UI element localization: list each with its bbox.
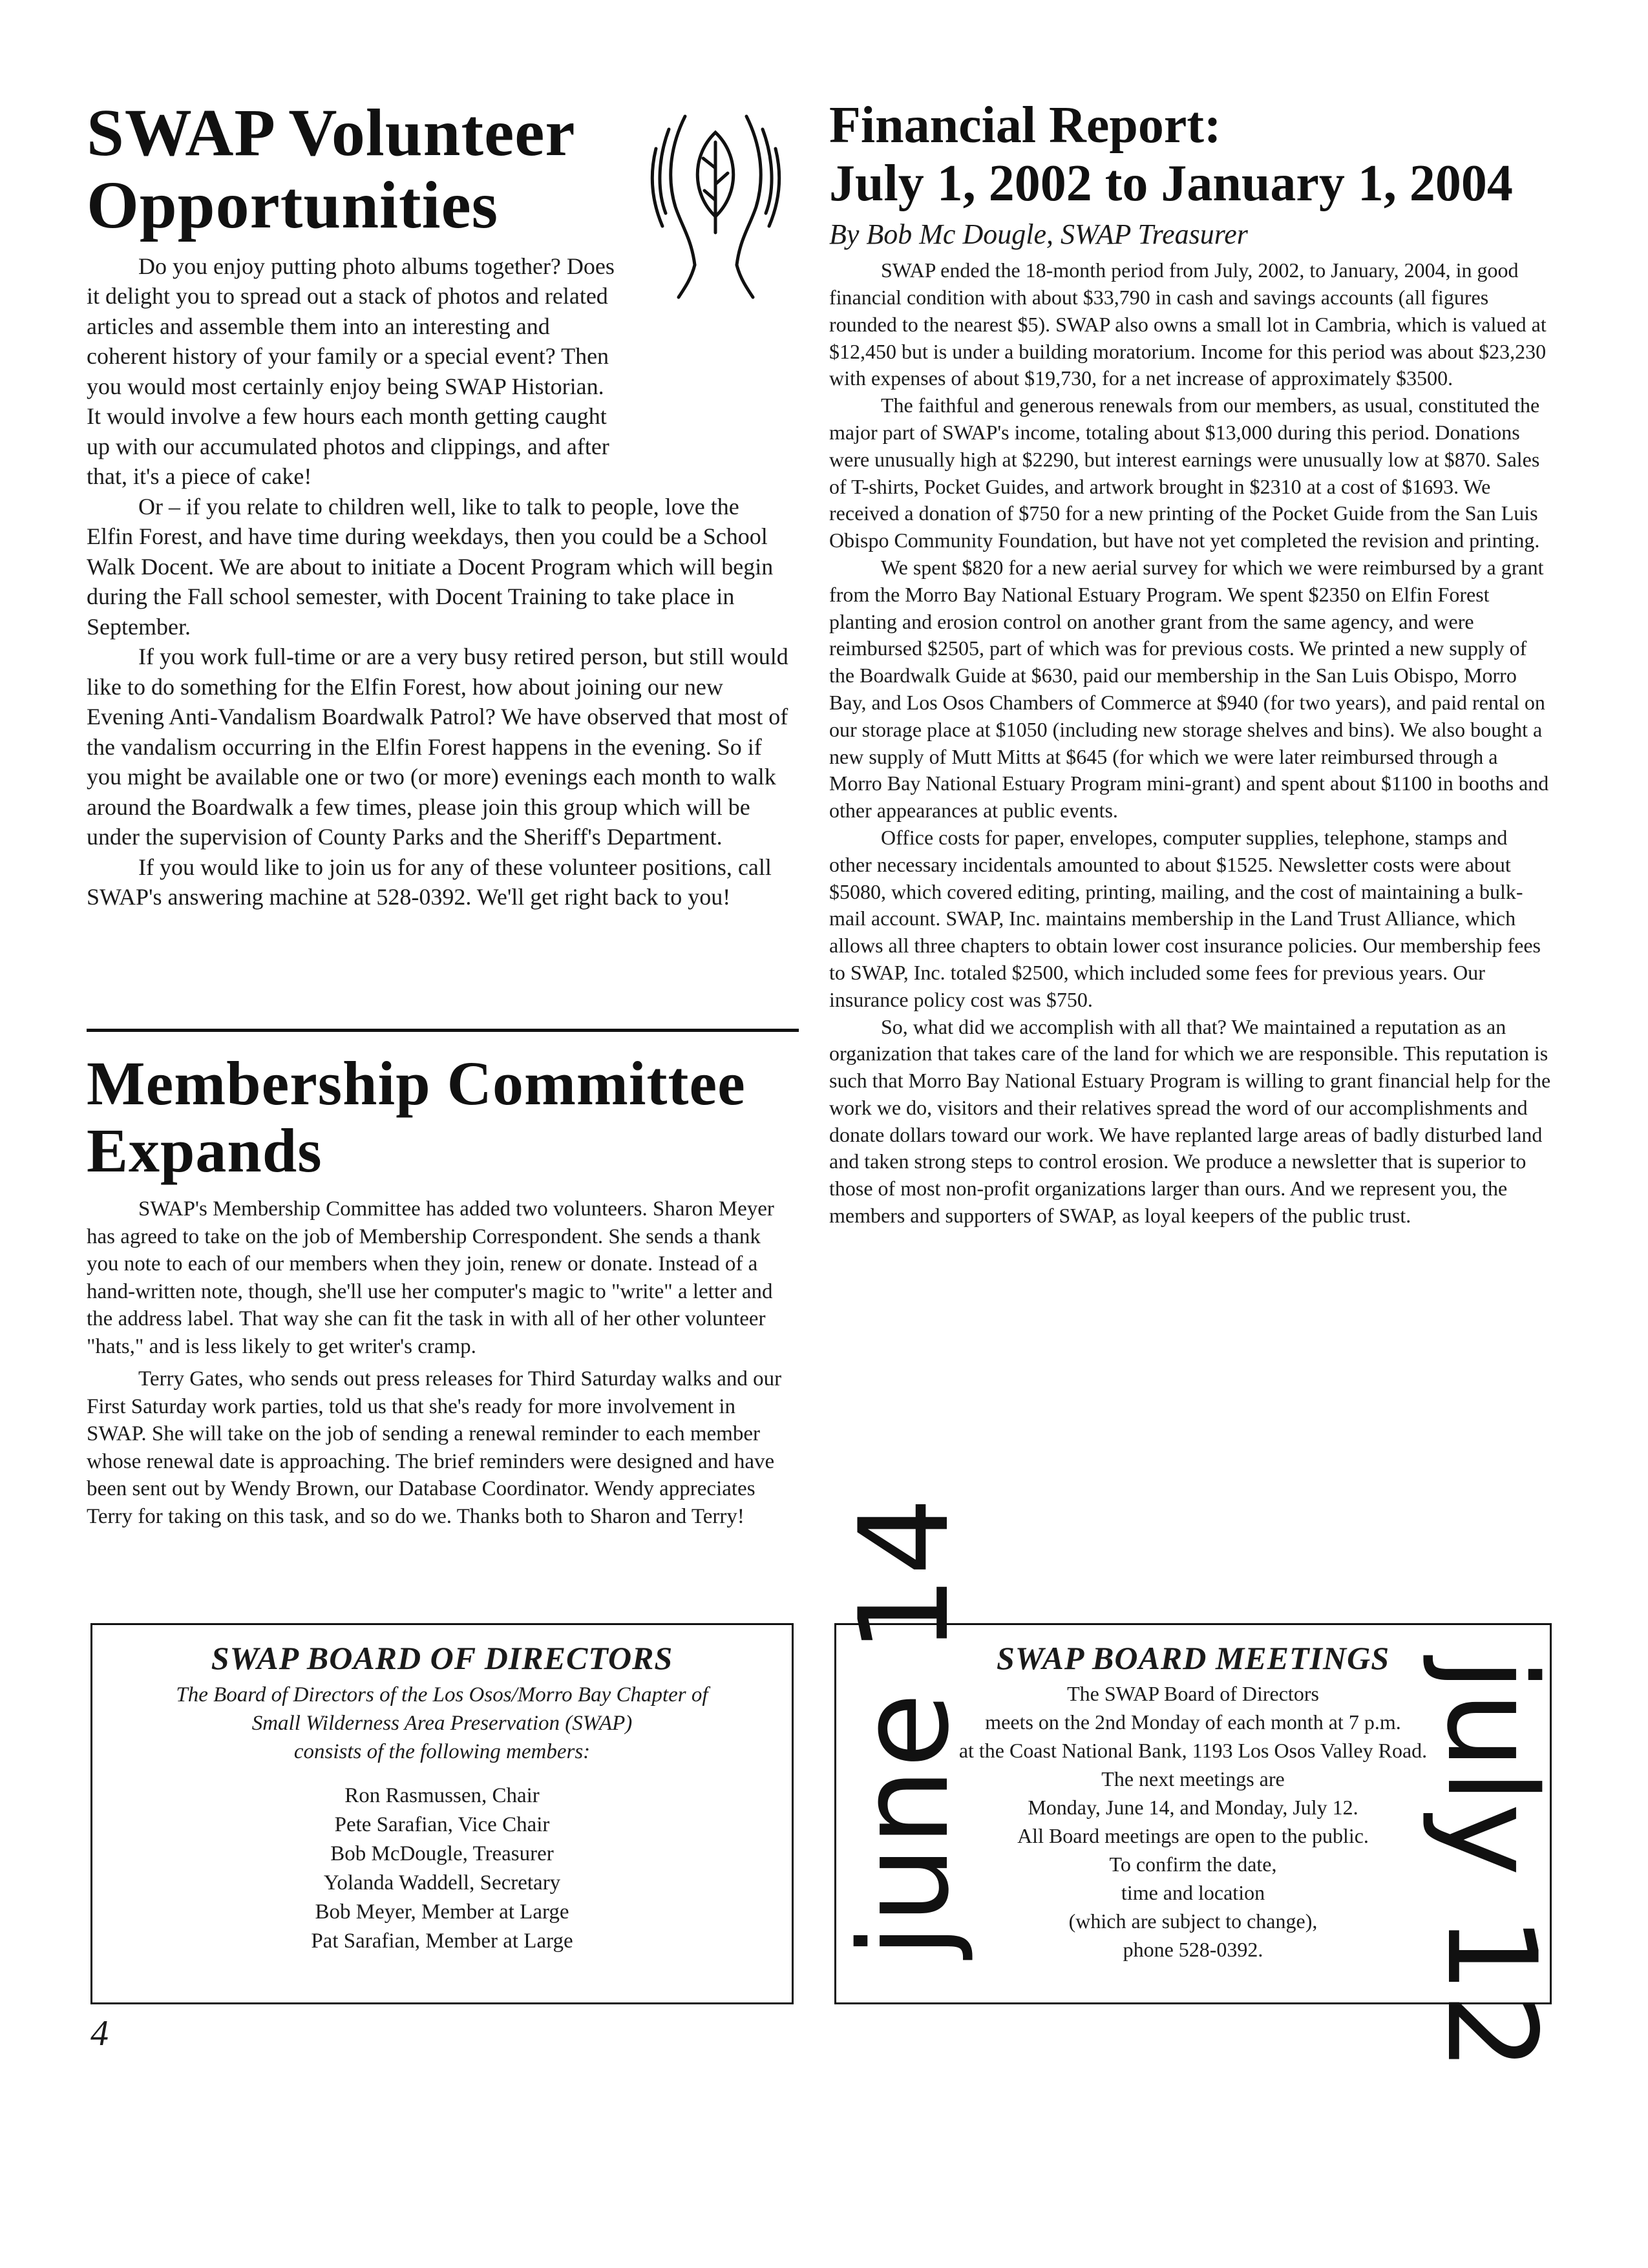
financial-paragraph: Office costs for paper, envelopes, computer supplies, telephone, stamps and other necessary incidentals amounted to about $1525. Newsletter costs were about $5080, which covered editing, printing, mailing, and the cost of maintaining a bulk-mail account. SWAP, Inc. maintains membership in the Land Trust Alliance, which allows all three chapters to obtain lower cost insurance policies. Our membership fees to SWAP, Inc. totaled $2500, which included some fees for previous years. Our insurance policy cost was $750. <box>829 825 1541 1011</box>
meetings-line: meets on the 2nd Monday of each month at 7 p.m. <box>985 1710 1401 1734</box>
board-member: Pete Sarafian, Vice Chair <box>334 1813 550 1836</box>
board-title: SWAP BOARD OF DIRECTORS <box>211 1640 673 1676</box>
meetings-line: To confirm the date, <box>1109 1853 1277 1876</box>
membership-paragraph: SWAP's Membership Committee has added two volunteers. Sharon Meyer has agreed to take on the job of Membership Correspondent. She sends a thank you note to each of our members when they join, renew or donate. Instead of a hand-written note, though, she'll use her computer's magic to "write" a letter and the address label. That way she can fit the task in with all of her other volunteer "hats," and is less likely to get writer's cramp. <box>87 1197 774 1358</box>
section-divider <box>87 1029 799 1032</box>
board-member: Bob McDougle, Treasurer <box>330 1842 554 1865</box>
membership-title-line1: Membership Committee <box>87 1049 746 1118</box>
meetings-line: The SWAP Board of Directors <box>1067 1682 1319 1705</box>
meetings-line: phone 528-0392. <box>1123 1938 1263 1961</box>
meetings-line: at the Coast National Bank, 1193 Los Osos Valley Road. <box>958 1739 1428 1762</box>
membership-title-line2: Expands <box>87 1115 322 1185</box>
financial-title-line2: July 1, 2002 to January 1, 2004 <box>829 154 1513 212</box>
financial-paragraph: We spent $820 for a new aerial survey for which we were reimbursed by a grant from the Morro Bay National Estuary Program. We spent $2350 on Elfin Forest planting and erosion control on another grant from the same agency, and were reimbursed $2505, part of which was for previous costs. We printed a new supply of the Boardwalk Guide at $630, paid our membership in the San Luis Obispo, Morro Bay, and Los Osos Chambers of Commerce at $940 (for two years), and paid rental on our storage place at $1050 (including new storage shelves and bins). We also bought a new supply of Mutt Mitts at $645 (for which we were later reimbursed through a Morro Bay National Estuary Program mini-grant) and spent about $1100 in booths and other appearances at public events. <box>829 555 1549 823</box>
hands-leaf-icon <box>646 103 785 300</box>
board-subtitle <box>92 1681 792 1766</box>
meetings-line: (which are subject to change), <box>1068 1909 1318 1933</box>
financial-paragraph: SWAP ended the 18-month period from July, 2002, to January, 2004, in good financial condition with about $33,790 in cash and savings accounts (all figures rounded to the nearest $5). SWAP also owns a small lot in Cambria, which is valued at $12,450 but is under a building moratorium. Income for this period was about $23,230 with expenses of about $19,730, for a net increase of approximately $3500. <box>829 258 1547 390</box>
volunteer-paragraph: If you would like to join us for any of these volunteer positions, call SWAP's answering machine at 528-0392. We'll get right back to you! <box>87 854 772 910</box>
board-member: Bob Meyer, Member at Large <box>315 1900 569 1924</box>
membership-body <box>87 1195 798 1530</box>
membership-article <box>87 1050 798 1530</box>
volunteer-title-line2: Opportunities <box>87 168 499 243</box>
board-members-list <box>92 1781 792 1956</box>
volunteer-paragraph: Do you enjoy putting photo albums together? Does it delight you to spread out a stack of photos and related articles and assemble them into an interesting and coherent history of your family or a special event? Then you would most certainly enjoy being SWAP Historian. It would involve a few hours each month getting caught up with our accumulated photos and clippings, and after that, it's a piece of cake! <box>87 253 615 490</box>
volunteer-body <box>87 251 798 912</box>
financial-title-line1: Financial Report: <box>829 97 1221 154</box>
membership-paragraph: Terry Gates, who sends out press releases for Third Saturday walks and our First Saturday work parties, told us that she's ready for more involvement in SWAP. She will take on the job of sending a renewal reminder to each member whose renewal date is approaching. The brief reminders were designed and have been sent out by Wendy Brown, our Database Coordinator. Wendy appreciates Terry for taking on this task, and so do we. Thanks both to Sharon and Terry! <box>87 1367 782 1528</box>
board-member: Yolanda Waddell, Secretary <box>323 1871 561 1895</box>
july-date-vertical: july 12 <box>1420 1657 1563 2072</box>
meetings-line: Monday, June 14, and Monday, July 12. <box>1028 1796 1358 1819</box>
financial-paragraph: The faithful and generous renewals from our members, as usual, constituted the major part of SWAP's income, totaling about $13,000 during this period. Donations were unusually high at $2290, but interest earnings were unusually low at $870. Sales of T-shirts, Pocket Guides, and artwork brought in $2310 at a cost of $1693. We received a donation of $750 for a new printing of the Pocket Guide from the San Luis Obispo Community Foundation, but have not yet completed the revision and printing. <box>829 394 1540 552</box>
board-member: Pat Sarafian, Member at Large <box>311 1929 573 1953</box>
financial-paragraph: So, what did we accomplish with all that? We maintained a reputation as an organization that takes care of the land for which we are responsible. This reputation is such that Morro Bay National Estuary Program is willing to grant financial help for the work we do, visitors and their relatives spread the word of our accomplishments and donate dollars toward our work. We have replanted large areas of badly disturbed land and taken strong steps to control erosion. We produce a newsletter that is superior to those of most non-profit organizations larger than ours. And we represent you, the members and supporters of SWAP, as loyal keepers of the public trust. <box>829 1014 1551 1228</box>
volunteer-paragraph: Or – if you relate to children well, like to talk to people, love the Elfin Forest, and have time during weekdays, then you could be a School Walk Docent. We are about to initiate a Docent Program which will begin during the Fall school semester, with Docent Training to take place in September. <box>87 493 774 640</box>
board-subtitle-line: Small Wilderness Area Preservation (SWAP) <box>251 1712 633 1735</box>
meetings-title: SWAP BOARD MEETINGS <box>996 1640 1390 1676</box>
june-date-vertical: june 14 <box>833 1497 976 1958</box>
financial-title <box>829 97 1553 213</box>
meetings-line: The next meetings are <box>1101 1767 1285 1790</box>
membership-title <box>87 1050 798 1184</box>
board-subtitle-line: The Board of Directors of the Los Osos/Morro Bay Chapter of <box>176 1683 708 1706</box>
financial-article <box>829 97 1553 1230</box>
board-member: Ron Rasmussen, Chair <box>344 1784 540 1807</box>
financial-byline: By Bob Mc Dougle, SWAP Treasurer <box>829 218 1248 251</box>
page-number: 4 <box>90 2013 109 2053</box>
volunteer-title-line1: SWAP Volunteer <box>87 96 576 170</box>
volunteer-paragraph: If you work full-time or are a very busy retired person, but still would like to do something for the Elfin Forest, how about joining our new Evening Anti-Vandalism Boardwalk Patrol? We have observed that most of the vandalism occurring in the Elfin Forest happens in the evening. So if you might be available one or two (or more) evenings each month to walk around the Boardwalk a few times, please join this group which will be under the supervision of County Parks and the Sheriff's Department. <box>87 644 788 850</box>
meetings-line: All Board meetings are open to the public. <box>1017 1824 1369 1847</box>
financial-body <box>829 257 1553 1230</box>
board-of-directors-box <box>90 1623 794 2004</box>
board-subtitle-line: consists of the following members: <box>293 1740 591 1763</box>
meetings-line: time and location <box>1121 1881 1265 1904</box>
